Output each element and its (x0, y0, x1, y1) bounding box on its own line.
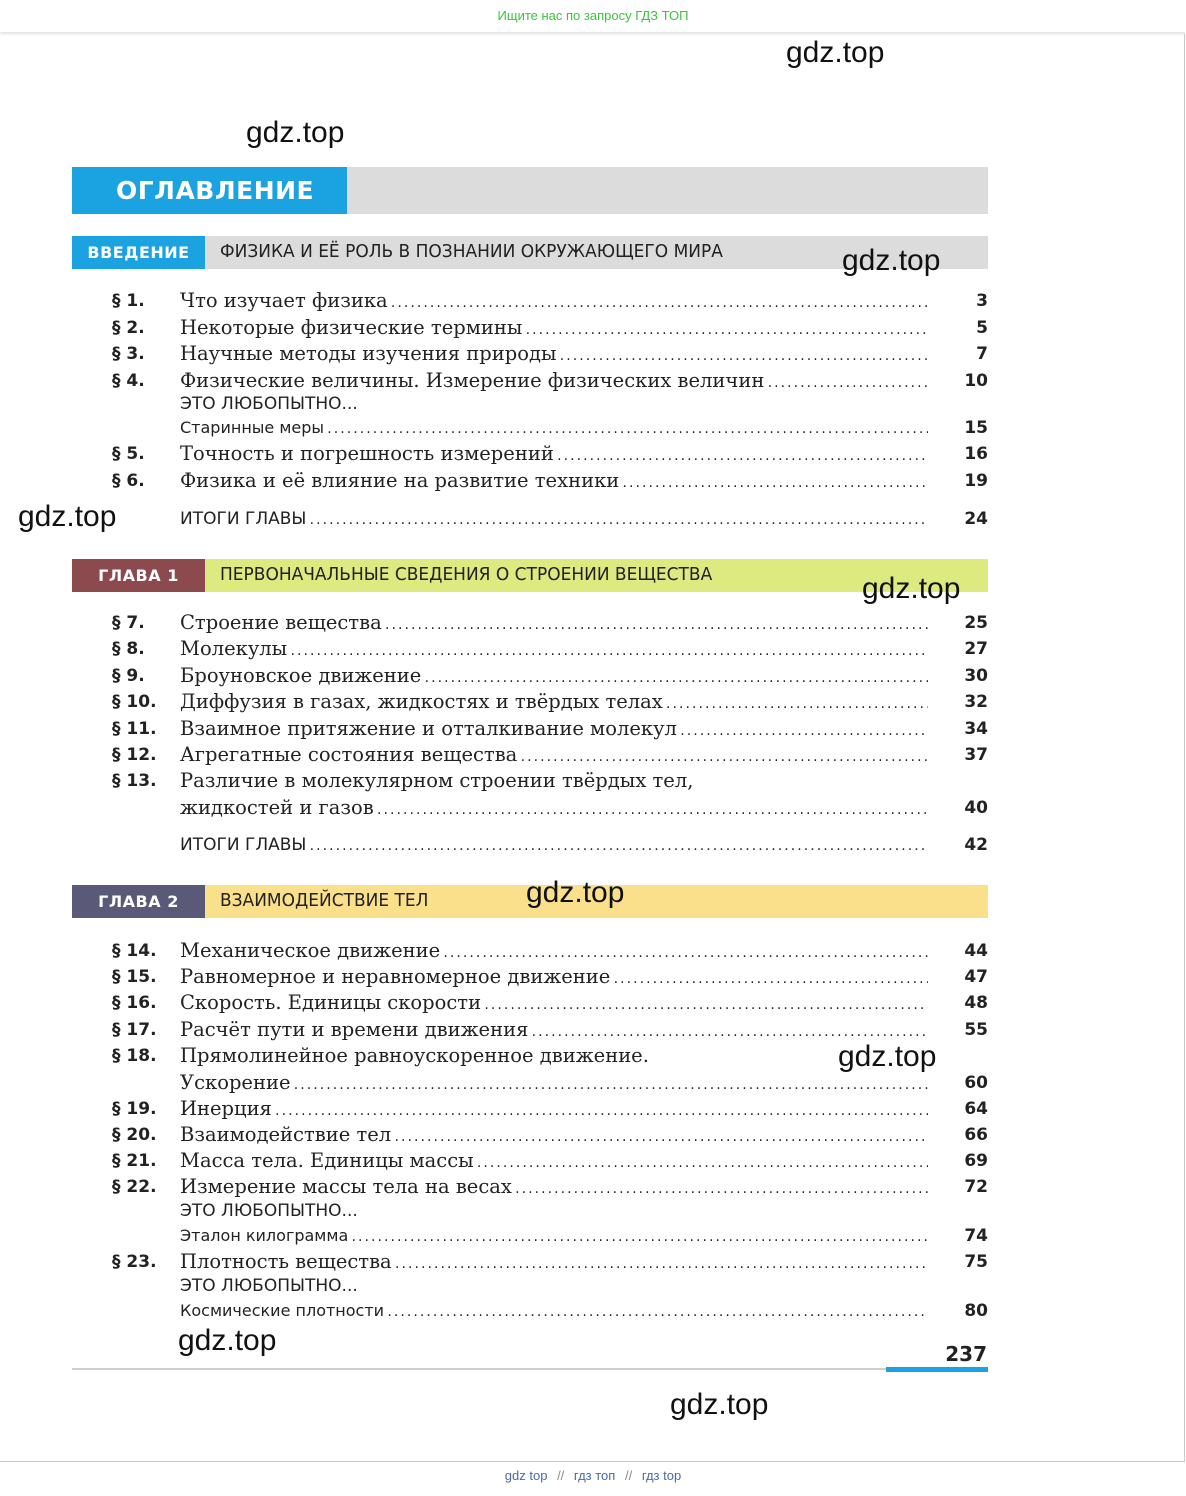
toc-entry[interactable] (112, 990, 988, 1016)
entry-title: Молекулы . . . (180, 636, 928, 662)
toc-entry[interactable] (112, 832, 988, 858)
footer-link[interactable]: gdz top (504, 1468, 548, 1483)
page-ref: 72 (964, 1177, 988, 1197)
paragraph-number: § 15. (112, 967, 157, 987)
watermark: gdz.top (670, 1388, 769, 1421)
watermark: gdz.top (526, 876, 625, 909)
paragraph-number: § 11. (112, 719, 157, 739)
page-ref: 42 (964, 835, 988, 855)
entry-title: ИТОГИ ГЛАВЫ . . . (180, 832, 928, 858)
page-ref: 7 (976, 344, 988, 364)
toc-note-heading (112, 391, 988, 417)
page-ref: 3 (976, 291, 988, 311)
top-banner[interactable]: Ищите нас по запросу ГДЗ ТОП (0, 0, 1186, 32)
paragraph-number: § 4. (112, 371, 145, 391)
page-ref: 25 (964, 613, 988, 633)
entry-title: Скорость. Единицы скорости . . . (180, 990, 928, 1016)
entry-title: Некоторые физические термины . . . (180, 315, 928, 341)
page-ref: 27 (964, 639, 988, 659)
entry-title: Прямолинейное равноускоренное движение. (180, 1044, 649, 1067)
watermark: gdz.top (838, 1040, 937, 1073)
section-tag: ВВЕДЕНИЕ (72, 236, 205, 269)
paragraph-number: § 8. (112, 639, 145, 659)
page-ref: 15 (964, 418, 988, 438)
entry-title: Старинные меры . . . (180, 415, 928, 441)
entry-title: Диффузия в газах, жидкостях и твёрдых телах . . . (180, 689, 928, 715)
toc-entry[interactable] (112, 1174, 988, 1200)
paragraph-number: § 2. (112, 318, 145, 338)
paragraph-number: § 6. (112, 471, 145, 491)
watermark: gdz.top (842, 244, 941, 277)
toc-entry[interactable] (112, 315, 988, 341)
entry-title: ИТОГИ ГЛАВЫ . . . (180, 506, 928, 532)
paragraph-number: § 20. (112, 1125, 157, 1145)
entry-title: Агрегатные состояния вещества . . . (180, 742, 928, 768)
paragraph-number: § 7. (112, 613, 145, 633)
toc-title: ОГЛАВЛЕНИЕ (72, 167, 347, 214)
entry-title: Что изучает физика . . . (180, 288, 928, 314)
watermark: gdz.top (862, 572, 961, 605)
page-ref: 44 (964, 941, 988, 961)
toc-entry[interactable] (112, 341, 988, 367)
toc-entry[interactable] (112, 689, 988, 715)
paragraph-number: § 17. (112, 1020, 157, 1040)
toc-entry[interactable] (112, 610, 988, 636)
toc-entry[interactable] (112, 716, 988, 742)
entry-title: Взаимодействие тел . . . (180, 1122, 928, 1148)
section-title: ФИЗИКА И ЕЁ РОЛЬ В ПОЗНАНИИ ОКРУЖАЮЩЕГО МИРА (220, 241, 723, 263)
toc-entry[interactable] (112, 1223, 988, 1249)
paragraph-number: § 21. (112, 1151, 157, 1171)
entry-title: Физические величины. Измерение физических величин . . . (180, 368, 928, 394)
entry-title: Точность и погрешность измерений . . . (180, 441, 928, 467)
page-ref: 16 (964, 444, 988, 464)
watermark: gdz.top (18, 500, 117, 533)
entry-title: Эталон килограмма . . . (180, 1223, 928, 1249)
page-ref: 47 (964, 967, 988, 987)
toc-entry[interactable] (112, 1249, 988, 1275)
footer-separator: // (624, 1468, 633, 1483)
toc-entry[interactable] (112, 415, 988, 441)
entry-title: Измерение массы тела на весах . . . (180, 1174, 928, 1200)
entry-title: Научные методы изучения природы . . . (180, 341, 928, 367)
toc-entry[interactable] (112, 768, 988, 794)
page-ref: 40 (964, 798, 988, 818)
toc-entry[interactable] (112, 441, 988, 467)
paragraph-number: § 16. (112, 993, 157, 1013)
page-ref: 69 (964, 1151, 988, 1171)
section-header-chapter-1 (72, 559, 988, 592)
toc-entry[interactable] (112, 663, 988, 689)
entry-title: Строение вещества . . . (180, 610, 928, 636)
toc-entry[interactable] (112, 1122, 988, 1148)
page-ref: 66 (964, 1125, 988, 1145)
entry-title: ЭТО ЛЮБОПЫТНО... (180, 394, 358, 414)
section-title: ПЕРВОНАЧАЛЬНЫЕ СВЕДЕНИЯ О СТРОЕНИИ ВЕЩЕСТВА (220, 564, 713, 586)
entry-title: Физика и её влияние на развитие техники . . . (180, 468, 928, 494)
toc-entry[interactable] (112, 1298, 988, 1324)
watermark: gdz.top (786, 36, 885, 69)
section-tag: ГЛАВА 2 (72, 885, 205, 918)
section-tag: ГЛАВА 1 (72, 559, 205, 592)
page-ref: 24 (964, 509, 988, 529)
page-ref: 30 (964, 666, 988, 686)
page-ref: 48 (964, 993, 988, 1013)
toc-entry[interactable] (112, 742, 988, 768)
page-ref: 74 (964, 1226, 988, 1246)
watermark: gdz.top (246, 116, 345, 149)
toc-note-heading (112, 1198, 988, 1224)
paragraph-number: § 3. (112, 344, 145, 364)
entry-title: Масса тела. Единицы массы . . . (180, 1148, 928, 1174)
entry-title: Равномерное и неравномерное движение . . . (180, 964, 928, 990)
page-ref: 55 (964, 1020, 988, 1040)
page-ref: 5 (976, 318, 988, 338)
entry-title: Расчёт пути и времени движения . . . (180, 1017, 928, 1043)
footer-link[interactable]: гдз топ (573, 1468, 616, 1483)
bottom-accent (886, 1367, 988, 1372)
page-ref: 37 (964, 745, 988, 765)
entry-title: Механическое движение . . . (180, 938, 928, 964)
watermark: gdz.top (178, 1324, 277, 1357)
page-ref: 19 (964, 471, 988, 491)
toc-entry[interactable] (112, 636, 988, 662)
entry-title: Взаимное притяжение и отталкивание молекул . . . (180, 716, 928, 742)
page-ref: 64 (964, 1099, 988, 1119)
page-ref: 32 (964, 692, 988, 712)
paragraph-number: § 18. (112, 1046, 157, 1066)
toc-entry[interactable] (112, 506, 988, 532)
paragraph-number: § 19. (112, 1099, 157, 1119)
paragraph-number: § 1. (112, 291, 145, 311)
entry-title: жидкостей и газов . . . (180, 795, 928, 821)
paragraph-number: § 9. (112, 666, 145, 686)
page-ref: 60 (964, 1073, 988, 1093)
toc-entry[interactable] (112, 938, 988, 964)
paragraph-number: § 23. (112, 1252, 157, 1272)
page-number: 237 (945, 1342, 987, 1366)
footer (0, 1468, 1186, 1483)
entry-title: ЭТО ЛЮБОПЫТНО... (180, 1276, 358, 1296)
toc-entry[interactable] (112, 964, 988, 990)
page-ref: 10 (964, 371, 988, 391)
paragraph-number: § 13. (112, 771, 157, 791)
entry-title: ЭТО ЛЮБОПЫТНО... (180, 1201, 358, 1221)
toc-entry[interactable] (112, 795, 988, 821)
toc-header (72, 167, 988, 214)
bottom-rule (72, 1368, 988, 1370)
entry-title: Плотность вещества . . . (180, 1249, 928, 1275)
entry-title: Космические плотности . . . (180, 1298, 928, 1324)
entry-title: Инерция . . . (180, 1096, 928, 1122)
paragraph-number: § 12. (112, 745, 157, 765)
toc-entry[interactable] (112, 1148, 988, 1174)
entry-title: Броуновское движение . . . (180, 663, 928, 689)
toc-entry[interactable] (112, 468, 988, 494)
paragraph-number: § 5. (112, 444, 145, 464)
toc-entry[interactable] (112, 1096, 988, 1122)
entry-title: Ускорение . . . (180, 1070, 928, 1096)
footer-separator: // (557, 1468, 565, 1483)
footer-link[interactable]: гдз top (641, 1468, 682, 1483)
page-ref: 75 (964, 1252, 988, 1272)
page-ref: 34 (964, 719, 988, 739)
section-title: ВЗАИМОДЕЙСТВИЕ ТЕЛ (220, 890, 429, 912)
paragraph-number: § 22. (112, 1177, 157, 1197)
entry-title: Различие в молекулярном строении твёрдых тел, (180, 769, 694, 792)
toc-entry[interactable] (112, 288, 988, 314)
paragraph-number: § 10. (112, 692, 157, 712)
page-ref: 80 (964, 1301, 988, 1321)
toc-note-heading (112, 1273, 988, 1299)
paragraph-number: § 14. (112, 941, 157, 961)
